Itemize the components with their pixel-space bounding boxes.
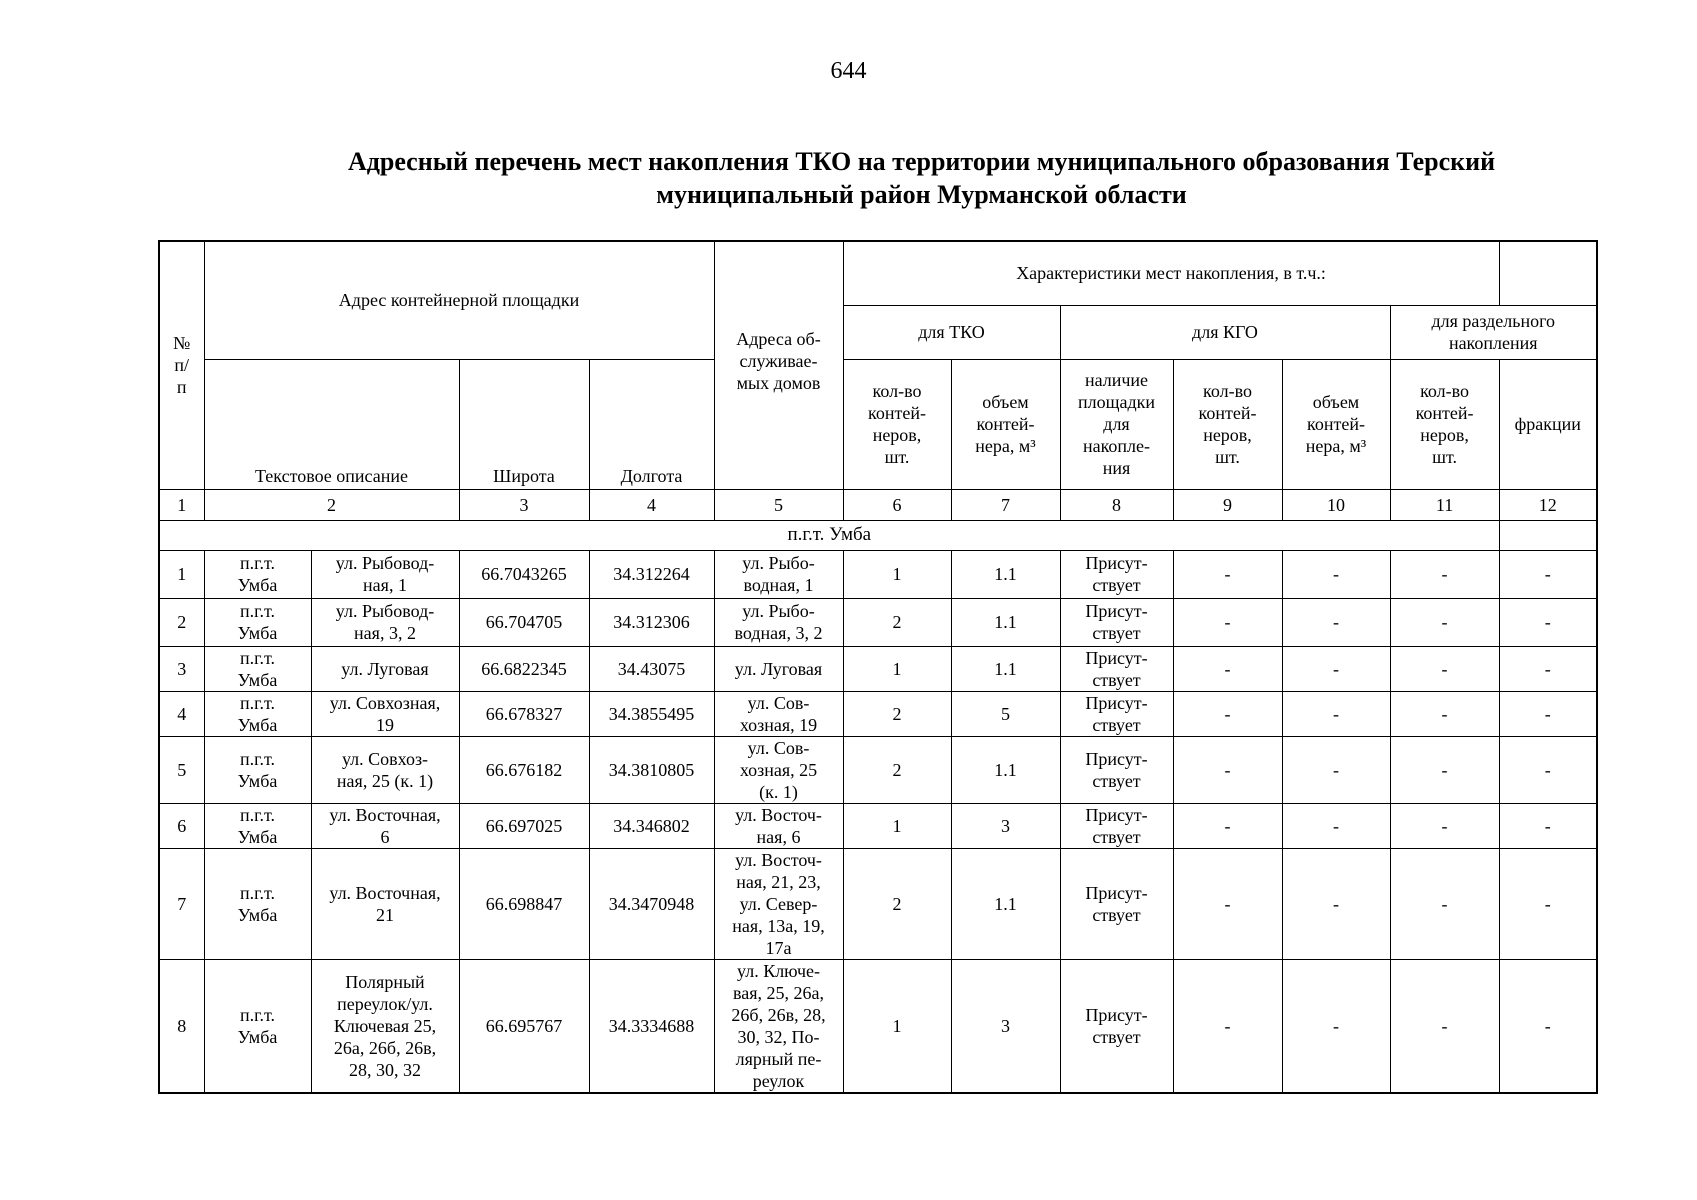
cell-line: Умба (237, 575, 278, 595)
cell-longitude: 34.3810805 (589, 736, 714, 803)
cell-kgo-site (1060, 550, 1173, 598)
cell-street (311, 598, 459, 646)
table-row (159, 550, 1597, 598)
column-number: 7 (951, 489, 1060, 520)
cell-line: ная, 13а, 19, (732, 915, 825, 936)
cell-longitude: 34.312306 (589, 598, 714, 646)
table-row (159, 598, 1597, 646)
cell-line: ствует (1092, 826, 1141, 847)
table-row (159, 646, 1597, 691)
column-number: 3 (459, 489, 589, 520)
header-container-address: Адрес контейнерной площадки (204, 241, 714, 359)
header-text-description: Текстовое описание (204, 359, 459, 489)
cell-street (311, 550, 459, 598)
cell-kgo-volume: - (1282, 691, 1390, 736)
cell-tko-volume: 1.1 (951, 646, 1060, 691)
cell-line: вая, 25, 26а, (732, 982, 825, 1003)
cell-served-houses (714, 959, 843, 1093)
cell-locality (204, 550, 311, 598)
cell-line: п.г.т. (240, 553, 275, 573)
column-number: 12 (1499, 489, 1597, 520)
header-row-number (159, 241, 204, 489)
cell-locality (204, 646, 311, 691)
header-kgo-count (1173, 359, 1282, 489)
cell-kgo-site (1060, 646, 1173, 691)
table-row (159, 803, 1597, 848)
column-number: 10 (1282, 489, 1390, 520)
cell-separate-fractions: - (1499, 691, 1597, 736)
cell-separate-fractions: - (1499, 803, 1597, 848)
document-title (248, 145, 1595, 211)
document-title-line-2: муниципальный район Мурманской области (656, 180, 1187, 209)
cell-separate-fractions: - (1499, 646, 1597, 691)
cell-line: 19 (376, 714, 394, 735)
column-number: 1 (159, 489, 204, 520)
table-row (159, 959, 1597, 1093)
cell-line: водная, 1 (743, 575, 814, 595)
cell-longitude: 34.3334688 (589, 959, 714, 1093)
cell-latitude: 66.697025 (459, 803, 589, 848)
cell-line: ул. Рыбо- (742, 553, 815, 573)
cell-locality (204, 959, 311, 1093)
cell-line: неров, (872, 425, 922, 445)
cell-separate-count: - (1390, 959, 1499, 1093)
document-title-line-1: Адресный перечень мест накопления ТКО на территории муниципального образования Терский (347, 147, 1496, 176)
cell-tko-volume: 1.1 (951, 736, 1060, 803)
cell-tko-volume: 1.1 (951, 848, 1060, 959)
cell-line: ствует (1092, 575, 1141, 595)
cell-line: ул. Рыбовод- (335, 553, 435, 573)
cell-line: ул. Восточная, (329, 882, 441, 903)
cell-line: ул. Луговая (734, 658, 823, 679)
cell-row-number: 1 (159, 550, 204, 598)
cell-line: Присут- (1085, 553, 1148, 573)
cell-line: лярный пе- (735, 1048, 822, 1069)
header-kgo-volume (1282, 359, 1390, 489)
cell-kgo-count: - (1173, 598, 1282, 646)
cell-separate-count: - (1390, 736, 1499, 803)
cell-served-houses (714, 598, 843, 646)
cell-kgo-volume: - (1282, 848, 1390, 959)
cell-street (311, 848, 459, 959)
cell-line: Ключевая 25, (333, 1015, 437, 1036)
cell-latitude: 66.6822345 (459, 646, 589, 691)
cell-line: 6 (380, 826, 390, 847)
cell-line: ул. Восточная, (329, 804, 441, 825)
cell-row-number: 4 (159, 691, 204, 736)
cell-tko-count: 1 (843, 959, 951, 1093)
cell-kgo-site (1060, 848, 1173, 959)
cell-row-number: 8 (159, 959, 204, 1093)
cell-latitude: 66.704705 (459, 598, 589, 646)
cell-kgo-volume: - (1282, 803, 1390, 848)
cell-line: водная, 3, 2 (734, 623, 823, 643)
section-row (159, 520, 1597, 550)
cell-tko-count: 2 (843, 691, 951, 736)
cell-locality (204, 736, 311, 803)
cell-line: шт. (1432, 447, 1457, 467)
cell-separate-fractions: - (1499, 598, 1597, 646)
cell-line: ная, 1 (363, 575, 407, 595)
column-number: 8 (1060, 489, 1173, 520)
cell-line: хозная, 25 (739, 759, 818, 780)
cell-row-number: 6 (159, 803, 204, 848)
cell-line: неров, (1420, 425, 1469, 445)
cell-line: Полярный (345, 971, 425, 992)
cell-line: ния (1102, 458, 1131, 478)
cell-line: ул. Рыбо- (742, 601, 815, 621)
cell-separate-count: - (1390, 848, 1499, 959)
cell-longitude: 34.3855495 (589, 691, 714, 736)
cell-served-houses (714, 736, 843, 803)
column-numbers-row (159, 489, 1597, 520)
cell-line: Присут- (1085, 748, 1148, 769)
cell-line: Умба (237, 714, 278, 735)
cell-served-houses (714, 848, 843, 959)
cell-tko-volume: 3 (951, 959, 1060, 1093)
cell-line: п.г.т. (240, 804, 275, 825)
header-kgo: для КГО (1060, 305, 1390, 359)
cell-line: кол-во (1420, 381, 1470, 401)
cell-line: ная, 21, 23, (736, 871, 821, 892)
cell-line: ул. Сов- (747, 692, 810, 713)
cell-line: ствует (1092, 770, 1141, 791)
cell-line: п.г.т. (240, 692, 275, 713)
cell-line: № (173, 333, 191, 354)
cell-tko-volume: 1.1 (951, 598, 1060, 646)
cell-separate-fractions: - (1499, 736, 1597, 803)
cell-line: 17а (765, 937, 792, 958)
cell-street (311, 959, 459, 1093)
cell-tko-volume: 3 (951, 803, 1060, 848)
cell-line: контей- (1198, 403, 1257, 423)
cell-locality (204, 803, 311, 848)
cell-kgo-site (1060, 691, 1173, 736)
cell-kgo-volume: - (1282, 959, 1390, 1093)
column-number: 11 (1390, 489, 1499, 520)
cell-kgo-site (1060, 803, 1173, 848)
cell-line: ная, 25 (к. 1) (336, 770, 434, 791)
cell-line: Умба (237, 669, 278, 690)
cell-line: контей- (1415, 403, 1474, 423)
column-number: 6 (843, 489, 951, 520)
header-longitude: Долгота (589, 359, 714, 489)
cell-line: п.г.т. (240, 748, 275, 769)
table-row (159, 691, 1597, 736)
cell-served-houses (714, 550, 843, 598)
cell-street (311, 691, 459, 736)
cell-separate-count: - (1390, 646, 1499, 691)
cell-line: п.г.т. (240, 647, 275, 668)
cell-latitude: 66.695767 (459, 959, 589, 1093)
cell-tko-volume: 1.1 (951, 550, 1060, 598)
header-tko-volume (951, 359, 1060, 489)
cell-latitude: 66.676182 (459, 736, 589, 803)
cell-tko-count: 1 (843, 803, 951, 848)
cell-line: 26а, 26б, 26в, (333, 1037, 437, 1058)
table-row (159, 848, 1597, 959)
cell-kgo-volume: - (1282, 598, 1390, 646)
cell-line: нера, м³ (975, 436, 1036, 456)
cell-line: Присут- (1085, 804, 1148, 825)
cell-kgo-volume: - (1282, 550, 1390, 598)
cell-line: шт. (884, 447, 910, 467)
cell-longitude: 34.43075 (589, 646, 714, 691)
cell-line: контей- (1307, 414, 1365, 434)
page-number: 644 (830, 58, 867, 84)
cell-line: ул. Совхоз- (341, 748, 429, 769)
cell-line: ул. Рыбовод- (335, 601, 435, 621)
header-separate-count (1390, 359, 1499, 489)
cell-served-houses (714, 691, 843, 736)
header-characteristics: Характеристики мест накопления, в т.ч.: (843, 241, 1499, 305)
cell-line: Умба (237, 826, 278, 847)
cell-kgo-count: - (1173, 691, 1282, 736)
cell-line: 30, 32, По- (737, 1026, 820, 1047)
cell-tko-count: 2 (843, 598, 951, 646)
cell-kgo-site (1060, 959, 1173, 1093)
cell-line: Умба (237, 623, 278, 643)
cell-kgo-count: - (1173, 848, 1282, 959)
cell-line: площадки (1077, 392, 1155, 412)
cell-line: (к. 1) (759, 781, 798, 802)
cell-line: нера, м³ (1305, 436, 1367, 456)
cell-line: Умба (237, 904, 278, 925)
cell-line: ул. Луговая (341, 658, 429, 679)
header-separate-collection (1390, 305, 1597, 359)
cell-longitude: 34.312264 (589, 550, 714, 598)
cell-row-number: 2 (159, 598, 204, 646)
cell-kgo-count: - (1173, 550, 1282, 598)
cell-tko-count: 1 (843, 646, 951, 691)
cell-line: 21 (376, 904, 394, 925)
cell-line: ствует (1092, 623, 1141, 643)
table-row (159, 736, 1597, 803)
cell-kgo-count: - (1173, 959, 1282, 1093)
cell-line: ул. Ключе- (737, 960, 820, 981)
cell-line: Умба (237, 1026, 278, 1047)
cell-line: ная, 6 (756, 826, 801, 847)
cell-line: шт. (1215, 447, 1240, 467)
cell-line: п (176, 377, 187, 398)
cell-tko-volume: 5 (951, 691, 1060, 736)
cell-line: хозная, 19 (739, 714, 818, 735)
column-number: 5 (714, 489, 843, 520)
cell-street (311, 646, 459, 691)
cell-line: Адреса об- (736, 329, 821, 349)
cell-line: контей- (868, 403, 926, 423)
cell-separate-fractions: - (1499, 848, 1597, 959)
cell-separate-fractions: - (1499, 959, 1597, 1093)
cell-locality (204, 598, 311, 646)
cell-separate-count: - (1390, 803, 1499, 848)
cell-tko-count: 1 (843, 550, 951, 598)
cell-line: ул. Восточ- (735, 849, 822, 870)
cell-line: ствует (1092, 1026, 1141, 1047)
cell-line: Присут- (1085, 647, 1148, 668)
cell-line: реулок (752, 1070, 805, 1091)
cell-kgo-count: - (1173, 646, 1282, 691)
cell-kgo-site (1060, 598, 1173, 646)
cell-separate-fractions: - (1499, 550, 1597, 598)
cell-line: для (1103, 414, 1130, 434)
cell-line: наличие (1084, 370, 1149, 390)
cell-row-number: 3 (159, 646, 204, 691)
cell-line: кол-во (872, 381, 922, 401)
section-title: п.г.т. Умба (159, 520, 1499, 550)
cell-locality (204, 848, 311, 959)
cell-served-houses (714, 646, 843, 691)
cell-line: ул. Восточ- (735, 804, 822, 825)
column-number: 9 (1173, 489, 1282, 520)
cell-line: Присут- (1085, 1004, 1148, 1025)
cell-line: ствует (1092, 904, 1141, 925)
cell-separate-count: - (1390, 550, 1499, 598)
cell-line: объем (982, 392, 1029, 412)
cell-line: ная, 3, 2 (354, 623, 416, 643)
header-tko: для ТКО (843, 305, 1060, 359)
header-served-houses (714, 241, 843, 489)
cell-longitude: 34.346802 (589, 803, 714, 848)
cell-kgo-count: - (1173, 736, 1282, 803)
cell-kgo-site (1060, 736, 1173, 803)
cell-kgo-volume: - (1282, 736, 1390, 803)
cell-line: накопления (1448, 333, 1538, 353)
header-latitude: Широта (459, 359, 589, 489)
header-tko-count (843, 359, 951, 489)
cell-tko-count: 2 (843, 736, 951, 803)
cell-line: кол-во (1203, 381, 1252, 401)
column-number: 4 (589, 489, 714, 520)
cell-line: п.г.т. (240, 601, 275, 621)
cell-line: ствует (1092, 714, 1141, 735)
cell-line: для раздельного (1431, 311, 1556, 331)
header-kgo-site (1060, 359, 1173, 489)
cell-line: контей- (976, 414, 1035, 434)
cell-line: п.г.т. (240, 1004, 275, 1025)
cell-line: Умба (237, 770, 278, 791)
cell-line: 28, 30, 32 (349, 1059, 421, 1080)
cell-line: Присут- (1085, 882, 1148, 903)
cell-latitude: 66.7043265 (459, 550, 589, 598)
cell-line: ул. Сов- (747, 737, 810, 758)
cell-separate-count: - (1390, 598, 1499, 646)
cell-line: п.г.т. (240, 882, 275, 903)
cell-line: переулок/ул. (337, 993, 433, 1014)
cell-kgo-count: - (1173, 803, 1282, 848)
waste-sites-table (158, 240, 1598, 1094)
cell-row-number: 5 (159, 736, 204, 803)
cell-street (311, 803, 459, 848)
cell-latitude: 66.678327 (459, 691, 589, 736)
cell-line: служивае- (739, 351, 818, 371)
cell-latitude: 66.698847 (459, 848, 589, 959)
cell-longitude: 34.3470948 (589, 848, 714, 959)
cell-served-houses (714, 803, 843, 848)
cell-line: 26б, 26в, 28, (731, 1004, 826, 1025)
cell-line: мых домов (736, 373, 821, 393)
cell-line: ствует (1092, 669, 1141, 690)
column-number: 2 (204, 489, 459, 520)
cell-tko-count: 2 (843, 848, 951, 959)
cell-line: ул. Север- (739, 893, 818, 914)
cell-kgo-volume: - (1282, 646, 1390, 691)
cell-locality (204, 691, 311, 736)
cell-line: Присут- (1085, 692, 1148, 713)
cell-line: неров, (1203, 425, 1252, 445)
cell-line: Присут- (1085, 601, 1148, 621)
header-separate-fractions: фракции (1499, 359, 1597, 489)
cell-line: накопле- (1082, 436, 1151, 456)
cell-separate-count: - (1390, 691, 1499, 736)
cell-line: п/ (174, 355, 190, 376)
cell-street (311, 736, 459, 803)
cell-line: ул. Совхозная, (329, 692, 441, 713)
cell-line: объем (1312, 392, 1360, 412)
table-body (159, 550, 1597, 1093)
cell-row-number: 7 (159, 848, 204, 959)
